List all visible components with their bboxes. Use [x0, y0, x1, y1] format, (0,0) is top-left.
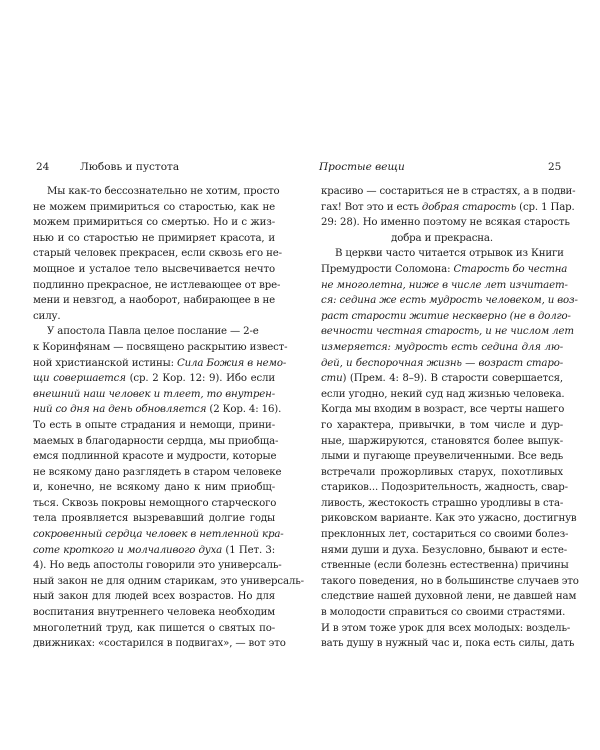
italic-quote-text: не многолетна, ниже в числе лет изчитает- — [321, 279, 568, 291]
text-line — [33, 511, 275, 527]
left-page-number: 24 — [36, 161, 50, 173]
text-line — [33, 231, 275, 247]
body-text: можем примириться со смертью. Но и с жиз- — [33, 217, 275, 229]
text-line — [321, 262, 568, 278]
body-text: ственные (если болезнь естественна) причины — [321, 560, 569, 572]
italic-quote-text: сти — [321, 373, 343, 385]
body-text: (2 Кор. 4: 16). — [206, 404, 282, 416]
text-line — [33, 387, 275, 403]
italic-quote-text: ний со дня на день обновляется — [33, 404, 207, 416]
text-line — [321, 371, 563, 387]
body-text: гах! Вот это и есть — [321, 201, 422, 213]
body-text: силу. — [33, 310, 61, 322]
left-page-text — [33, 184, 304, 652]
text-line — [321, 184, 576, 200]
body-text: добра и прекрасна. — [391, 232, 493, 244]
text-line — [33, 496, 275, 512]
text-line — [321, 621, 571, 637]
body-text: ный закон не для одним старикам, это универсаль- — [33, 575, 304, 587]
body-text: следствие нашей духовной лени, не давшей нам — [321, 591, 577, 603]
body-text: не можем примириться со старостью, как не — [33, 201, 275, 213]
text-line — [321, 527, 569, 543]
text-line — [321, 402, 563, 418]
text-line — [321, 574, 579, 590]
italic-quote-text: вечности честная старость, и не числом лет — [321, 326, 574, 338]
body-text: У апостола Павла целое послание — 2-е — [47, 326, 259, 338]
text-line — [321, 589, 577, 605]
body-text: мощное и усталое тело высвечивается нечто — [33, 263, 275, 275]
body-text: го характера, привычки, в том числе и дур- — [321, 419, 563, 431]
body-text: маемых в благодарности сердца, мы приобща- — [33, 435, 279, 447]
text-line — [33, 589, 275, 605]
right-page-number: 25 — [548, 161, 562, 173]
text-line — [33, 340, 288, 356]
body-text: воспитания внутреннего человека необходим — [33, 607, 275, 619]
body-text: преклонных лет, состариться со своими болез- — [321, 529, 569, 541]
italic-quote-text: внешний наш человек и тлеет, то внутрен- — [33, 388, 275, 400]
right-running-title: Простые вещи — [319, 161, 405, 173]
text-line — [321, 200, 575, 216]
text-line — [33, 605, 275, 621]
italic-quote-text: Старость бо честна — [453, 263, 568, 275]
text-line — [321, 449, 563, 465]
text-line — [33, 543, 275, 559]
text-line — [321, 636, 575, 652]
text-line — [33, 324, 275, 340]
text-line — [321, 434, 563, 450]
text-line — [321, 387, 563, 403]
text-line — [33, 262, 275, 278]
text-line — [321, 215, 570, 231]
body-text: емся подлинной красоте и мудрости, которые — [33, 451, 277, 463]
italic-quote-text: соте кроткого и молчаливого духа — [33, 544, 223, 556]
italic-quote-text: измеряется: мудрость есть седина для лю- — [321, 341, 563, 353]
body-text: и, конечно, не всякому дано к ним приобщ- — [33, 482, 275, 494]
body-text: вать душу в нужный час и, пока есть силы, дать — [321, 638, 575, 650]
body-text: (ср. 2 Кор. 12: 9). Ибо если — [125, 373, 275, 385]
text-line — [33, 418, 275, 434]
text-line — [321, 558, 569, 574]
italic-quote-text: раст старости житие нескверно — [321, 310, 507, 322]
body-text: подлинно прекрасное, не истлевающее от вре- — [33, 279, 281, 291]
body-text: стариков... Подозрительность, жадность, свар- — [321, 482, 568, 494]
body-text: ной христианской истины: — [33, 357, 177, 369]
italic-quote-text: щи совершается — [33, 373, 126, 385]
italic-quote-text: ся: седина же есть мудрость человеком, и воз- — [321, 295, 578, 307]
text-line — [321, 309, 571, 325]
text-line — [321, 340, 563, 356]
body-text: (1 Пет. 3: — [222, 544, 275, 556]
body-text: И в этом тоже урок для всех молодых: воздель- — [321, 622, 571, 634]
body-text: такого поведения, но в большинстве случаев это — [321, 575, 579, 587]
body-text: движниках: «состарился в подвигах», — вот это — [33, 638, 286, 650]
body-text: мени и невзгод, а наоборот, набирающее в не — [33, 295, 275, 307]
text-line — [33, 215, 275, 231]
body-text: ) (Прем. 4: 8–9). В старости совершается, — [342, 373, 563, 385]
left-running-title: Любовь и пустота — [80, 161, 180, 173]
body-text: встречали прожорливых старух, похотливых — [321, 466, 563, 478]
body-text: 4). Но ведь апостолы говорили это универсаль- — [33, 560, 282, 572]
italic-quote-text: сокровенный сердца человек в нетленной кра- — [33, 529, 284, 541]
italic-quote-text: Сила Божия в немо- — [176, 357, 287, 369]
body-text: лыми и пугающе преувеличенными. Все ведь — [321, 451, 563, 463]
text-line — [321, 246, 563, 262]
text-line — [321, 543, 568, 559]
text-line — [33, 200, 275, 216]
text-line — [33, 527, 284, 543]
body-text: ливость, жестокость страшно уродливы в ста- — [321, 497, 564, 509]
text-line — [321, 278, 568, 294]
body-text: ные, шаржируются, становятся более выпук- — [321, 435, 563, 447]
body-text: 29: 28). Но именно поэтому не всякая старость — [321, 217, 570, 229]
italic-quote-text: добрая старость — [421, 201, 517, 213]
text-line — [33, 246, 282, 262]
text-line — [33, 574, 304, 590]
text-line — [33, 402, 282, 418]
right-page-text — [321, 184, 579, 652]
text-line — [33, 558, 282, 574]
text-line — [321, 293, 578, 309]
text-line — [33, 309, 275, 325]
text-line — [33, 184, 280, 200]
body-text: В церкви часто читается отрывок из Книги — [335, 248, 564, 260]
body-text: к Коринфянам — посвящено раскрытию извест- — [33, 341, 288, 353]
body-text: Мы как-то бессознательно не хотим, просто — [47, 186, 280, 197]
italic-quote-text: (не в долго- — [506, 310, 571, 322]
text-line — [321, 465, 563, 481]
body-text: в молодости справиться со своими страстями. — [321, 607, 566, 619]
text-line — [321, 231, 563, 247]
body-text: ный закон для людей всех возрастов. Но для — [33, 591, 275, 603]
body-text: старый человек прекрасен, если сквозь его не- — [33, 248, 282, 260]
body-text: нями души и духа. Безусловно, бывают и есте- — [321, 544, 568, 556]
text-line — [33, 293, 275, 309]
text-line — [33, 449, 275, 465]
body-text: не всякому дано разглядеть в старом человеке — [33, 466, 282, 478]
italic-quote-text: дей, и беспорочная жизнь — возраст старо- — [321, 357, 563, 369]
text-line — [321, 605, 566, 621]
body-text: риковском варианте. Как это ужасно, достигнув — [321, 513, 577, 525]
text-line — [33, 480, 275, 496]
body-text: нью и со старостью не примиряет красота, и — [33, 232, 275, 244]
body-text: если угодно, некий суд над жизнью человека. — [321, 388, 565, 400]
body-text: многолетний труд, как пишется о святых по- — [33, 622, 275, 634]
text-line — [33, 621, 275, 637]
text-line — [33, 371, 275, 387]
text-line — [321, 418, 563, 434]
text-line — [321, 324, 574, 340]
text-line — [33, 278, 281, 294]
text-line — [33, 356, 287, 372]
body-text: Премудрости Соломона: — [321, 263, 454, 275]
text-line — [321, 511, 577, 527]
text-line — [33, 636, 286, 652]
body-text: тела проявляется вызревавший долгие годы — [33, 513, 275, 525]
body-text: ться. Сквозь покровы немощного старческого — [33, 497, 277, 509]
text-line — [321, 356, 563, 372]
text-line — [321, 496, 563, 512]
text-line — [33, 434, 279, 450]
body-text: Когда мы входим в возраст, все черты нашего — [321, 404, 565, 416]
text-line — [321, 480, 568, 496]
text-line — [33, 465, 282, 481]
body-text: (ср. 1 Пар. — [516, 201, 575, 213]
body-text: красиво — состариться не в страстях, а в подви- — [321, 186, 576, 197]
body-text: То есть в опыте страдания и немощи, прини- — [33, 419, 275, 431]
